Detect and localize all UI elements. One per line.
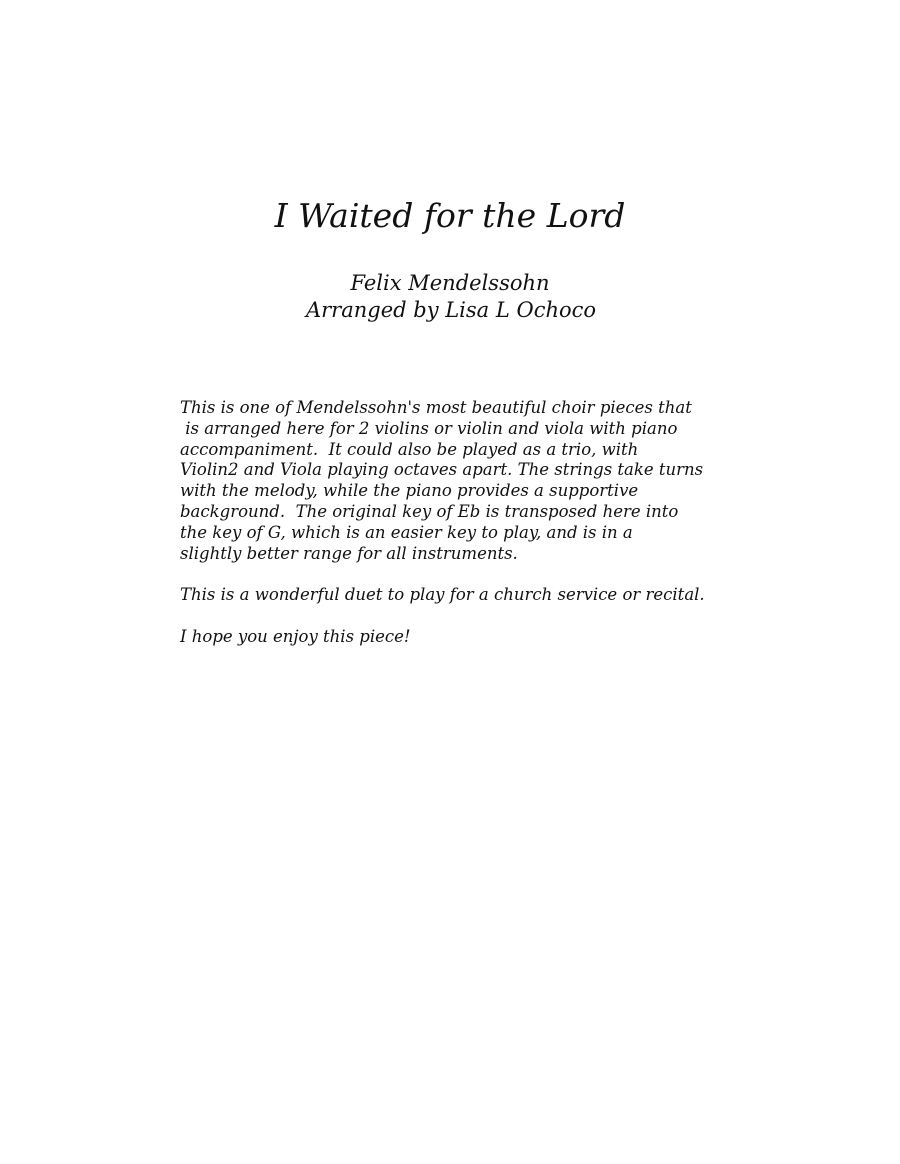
description-line: is arranged here for 2 violins or violin and viola with piano <box>180 418 678 438</box>
arranger-credit: Arranged by Lisa L Ochoco <box>305 298 597 322</box>
closing-line: I hope you enjoy this piece! <box>180 626 411 646</box>
closing-paragraph <box>180 627 800 648</box>
description-line: accompaniment. It could also be played as a trio, with <box>180 439 639 459</box>
credits-block <box>0 270 900 324</box>
composer-name: Felix Mendelssohn <box>350 271 550 295</box>
occasion-paragraph <box>180 585 800 606</box>
occasion-line: This is a wonderful duet to play for a church service or recital. <box>180 585 705 605</box>
description-paragraph <box>180 398 800 564</box>
description-block <box>180 398 800 648</box>
description-line: with the melody, while the piano provides a supportive <box>180 481 639 501</box>
description-line: the key of G, which is an easier key to play, and is in a <box>180 522 633 542</box>
description-line: Violin2 and Viola playing octaves apart. The strings take turns <box>180 460 704 480</box>
description-line: background. The original key of Eb is transposed here into <box>180 501 679 521</box>
piece-title: I Waited for the Lord <box>274 196 626 235</box>
description-line: This is one of Mendelssohn's most beautiful choir pieces that <box>180 398 692 417</box>
description-line: slightly better range for all instruments. <box>180 543 518 563</box>
